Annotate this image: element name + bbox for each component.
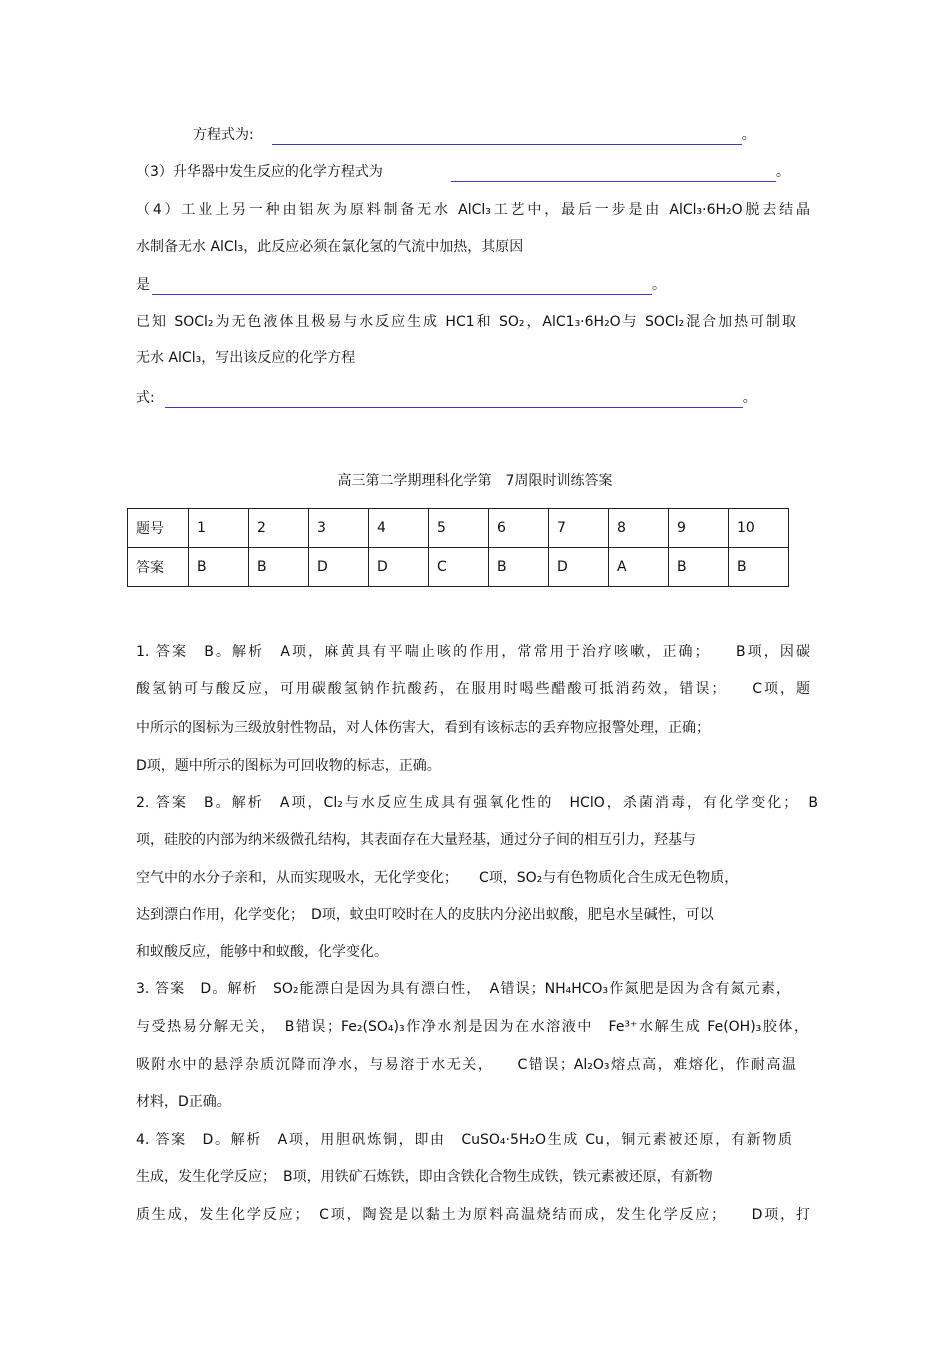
cell: 2 bbox=[249, 509, 309, 548]
answer-blank[interactable] bbox=[272, 128, 742, 145]
q4-equation-line bbox=[136, 388, 757, 408]
q3-line bbox=[136, 162, 790, 182]
label: 式: bbox=[136, 390, 155, 406]
q4-line-2: 水制备无水 AlCl₃，此反应必须在氯化氢的气流中加热，其原因 bbox=[136, 239, 524, 255]
explanation-line: 中所示的图标为三级放射性物品，对人体伤害大，看到有该标志的丢弃物应报警处理，正确； bbox=[136, 720, 710, 736]
explanation-line: 1. 答案 B。解析 A项，麻黄具有平喘止咳的作用，常常用于治疗咳嗽，正确； B项，因碳 bbox=[136, 644, 810, 660]
cell: 8 bbox=[609, 509, 669, 548]
cell: B bbox=[189, 548, 249, 587]
cell: 3 bbox=[309, 509, 369, 548]
answer-table bbox=[127, 508, 789, 587]
q4-reason-line bbox=[136, 275, 666, 295]
cell: D bbox=[549, 548, 609, 587]
cell: 1 bbox=[189, 509, 249, 548]
explanation-line: 4. 答案 D。解析 A项，用胆矾炼铜，即由 CuSO₄·5H₂O生成 Cu，铜元素被还原，有新物质 bbox=[136, 1132, 792, 1148]
label: 是 bbox=[136, 277, 150, 293]
explanation-line: 酸氢钠可与酸反应，可用碳酸氢钠作抗酸药，在服用时喝些醋酸可抵消药效，错误； C项，题 bbox=[136, 681, 810, 697]
q4-line-4: 已知 SOCl₂为无色液体且极易与水反应生成 HC1和 SO₂，AlC1₃·6H₂O与 SOCl₂混合加热可制取 bbox=[136, 314, 796, 330]
cell: B bbox=[489, 548, 549, 587]
cell: 6 bbox=[489, 509, 549, 548]
period: 。 bbox=[652, 277, 666, 293]
cell: B bbox=[669, 548, 729, 587]
cell: 题号 bbox=[128, 509, 189, 548]
answer-blank[interactable] bbox=[165, 391, 743, 408]
explanation-line: 和蚁酸反应，能够中和蚁酸，化学变化。 bbox=[136, 944, 388, 960]
table-row-header bbox=[128, 509, 789, 548]
answer-title: 高三第二学期理科化学第 7周限时训练答案 bbox=[337, 473, 613, 489]
explanation-line: 3. 答案 D。解析 SO₂能漂白是因为具有漂白性， A错误；NH₄HCO₃作氮肥是因为含有氮元素， bbox=[136, 981, 790, 997]
explanation-line: 空气中的水分子亲和，从而实现吸水，无化学变化； C项，SO₂与有色物质化合生成无色物质， bbox=[136, 870, 739, 886]
cell: 5 bbox=[429, 509, 489, 548]
explanation-line: 达到漂白作用，化学变化； D项，蚊虫叮咬时在人的皮肤内分泌出蚁酸，肥皂水呈碱性，可以 bbox=[136, 907, 714, 923]
cell: 答案 bbox=[128, 548, 189, 587]
cell: 10 bbox=[729, 509, 789, 548]
explanation-line: 生成，发生化学反应； B项，用铁矿石炼铁，即由含铁化合物生成铁，铁元素被还原，有新物 bbox=[136, 1169, 713, 1185]
period: 。 bbox=[741, 127, 756, 143]
explanation-line: 与受热易分解无关， B错误；Fe₂(SO₄)₃作净水剂是因为在水溶液中 Fe³⁺水解生成 Fe(OH)₃胶体， bbox=[136, 1019, 808, 1035]
label: （3）升华器中发生反应的化学方程式为 bbox=[136, 164, 383, 180]
period: 。 bbox=[775, 164, 790, 180]
cell: A bbox=[609, 548, 669, 587]
cell: D bbox=[369, 548, 429, 587]
label: 方程式为: bbox=[193, 127, 254, 143]
cell: B bbox=[249, 548, 309, 587]
answer-blank[interactable] bbox=[451, 165, 776, 182]
explanation-line: 材料，D正确。 bbox=[136, 1094, 231, 1110]
q4-line-5: 无水 AlCl₃，写出该反应的化学方程 bbox=[136, 350, 356, 366]
cell: 4 bbox=[369, 509, 429, 548]
q2-equation-line bbox=[193, 125, 756, 145]
explanation-line: 项，硅胶的内部为纳米级微孔结构，其表面存在大量羟基，通过分子间的相互引力，羟基与 bbox=[136, 832, 696, 848]
cell: D bbox=[309, 548, 369, 587]
cell: 9 bbox=[669, 509, 729, 548]
table-row-answers bbox=[128, 548, 789, 587]
explanation-line: 吸附水中的悬浮杂质沉降而净水，与易溶于水无关， C错误；Al₂O₃熔点高，难熔化，作耐高温 bbox=[136, 1057, 796, 1073]
cell: 7 bbox=[549, 509, 609, 548]
answer-blank[interactable] bbox=[152, 278, 652, 295]
period: 。 bbox=[742, 390, 757, 406]
explanation-line: 质生成，发生化学反应； C项，陶瓷是以黏土为原料高温烧结而成，发生化学反应； D项，打 bbox=[136, 1207, 810, 1223]
q4-line-1: （4）工业上另一种由铝灰为原料制备无水 AlCl₃工艺中，最后一步是由 AlCl₃·6H₂O脱去结晶 bbox=[136, 202, 810, 218]
explanation-line: 2. 答案 B。解析 A项，Cl₂与水反应生成具有强氧化性的 HClO，杀菌消毒，有化学变化； B bbox=[136, 795, 818, 811]
explanation-line: D项，题中所示的图标为可回收物的标志，正确。 bbox=[136, 758, 441, 774]
cell: B bbox=[729, 548, 789, 587]
cell: C bbox=[429, 548, 489, 587]
